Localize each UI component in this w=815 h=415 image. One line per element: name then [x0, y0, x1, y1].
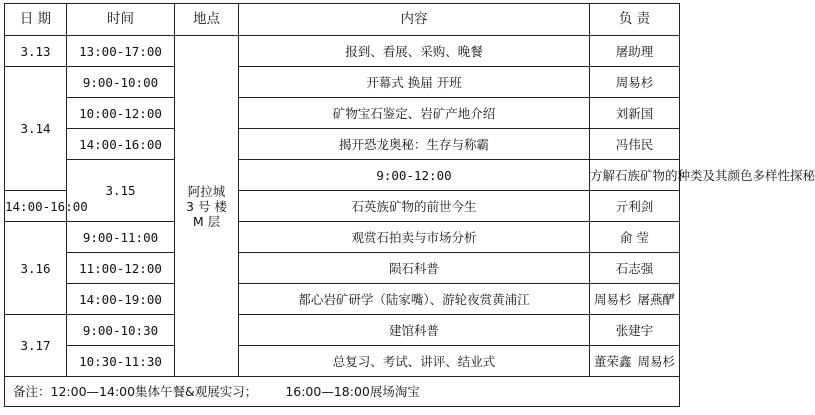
time-cell: 9:00-10:00	[67, 67, 175, 98]
time-cell: 10:00-12:00	[67, 98, 175, 129]
content-cell: 陨石科普	[239, 253, 590, 284]
responsible-cell: 屠助理	[590, 36, 680, 67]
venue-line: M 层	[192, 213, 221, 229]
time-cell: 14:00-16:00	[67, 129, 175, 160]
note-row	[5, 377, 680, 407]
content-cell: 矿物宝石鉴定、岩矿产地介绍	[239, 98, 590, 129]
table-row	[5, 253, 680, 284]
responsible-cell: 亓利剑	[590, 191, 680, 222]
date-cell: 3.16	[5, 222, 67, 315]
responsible-name: 董荣鑫	[593, 353, 632, 369]
note-cell	[5, 377, 680, 407]
responsible-name: 屠燕酽	[637, 291, 676, 307]
note-item: 16:00—18:00展场淘宝	[285, 384, 420, 399]
responsible-cell: 冯伟民	[590, 129, 680, 160]
venue-line: 3 号 楼	[186, 198, 227, 214]
content-cell: 都心岩矿研学（陆家嘴）、游轮夜赏黄浦江	[239, 284, 590, 315]
venue-cell	[175, 36, 239, 377]
time-cell: 14:00-16:00	[5, 191, 67, 222]
table-row	[5, 36, 680, 67]
header-venue: 地点	[175, 4, 239, 36]
note-item: 12:00—14:00集体午餐&观展实习；	[50, 384, 258, 399]
schedule-table	[4, 3, 815, 407]
time-cell: 10:30-11:30	[67, 346, 175, 377]
content-cell: 报到、看展、采购、晚餐	[239, 36, 590, 67]
header-time: 时间	[67, 4, 175, 36]
venue-line: 阿拉城	[187, 183, 226, 199]
content-cell: 建馆科普	[239, 315, 590, 346]
content-cell: 开幕式 换届 开班	[239, 67, 590, 98]
header-date: 日 期	[5, 4, 67, 36]
table-row	[5, 160, 680, 191]
header-row	[5, 4, 680, 36]
responsible-cell	[590, 284, 680, 315]
content-cell: 观赏石拍卖与市场分析	[239, 222, 590, 253]
table-row	[5, 222, 680, 253]
content-cell: 揭开恐龙奥秘：生存与称霸	[239, 129, 590, 160]
table-row	[5, 284, 680, 315]
table-row	[5, 129, 680, 160]
responsible-cell: 石志强	[590, 253, 680, 284]
date-cell: 3.14	[5, 67, 67, 191]
table-row	[5, 98, 680, 129]
note-label: 备注：	[13, 384, 51, 399]
header-responsible: 负 责	[590, 4, 680, 36]
time-cell: 14:00-19:00	[67, 284, 175, 315]
responsible-cell	[590, 346, 680, 377]
time-cell: 9:00-10:30	[67, 315, 175, 346]
date-cell: 3.15	[67, 160, 175, 222]
responsible-cell: 刘新国	[590, 98, 680, 129]
date-cell: 3.13	[5, 36, 67, 67]
time-cell: 9:00-12:00	[239, 160, 590, 191]
responsible-name: 周易杉	[637, 353, 676, 369]
table-row	[5, 315, 680, 346]
content-cell: 石英族矿物的前世今生	[239, 191, 590, 222]
time-cell: 13:00-17:00	[67, 36, 175, 67]
responsible-cell: 周易杉	[590, 67, 680, 98]
content-cell: 方解石族矿物的种类及其颜色多样性探秘	[590, 160, 680, 191]
table-row	[5, 67, 680, 98]
responsible-name: 周易杉	[593, 291, 632, 307]
header-content: 内容	[239, 4, 590, 36]
date-cell: 3.17	[5, 315, 67, 377]
time-cell: 11:00-12:00	[67, 253, 175, 284]
table-row	[5, 346, 680, 377]
responsible-cell: 张建宇	[590, 315, 680, 346]
time-cell: 9:00-11:00	[67, 222, 175, 253]
responsible-cell: 俞 莹	[590, 222, 680, 253]
content-cell: 总复习、考试、讲评、结业式	[239, 346, 590, 377]
